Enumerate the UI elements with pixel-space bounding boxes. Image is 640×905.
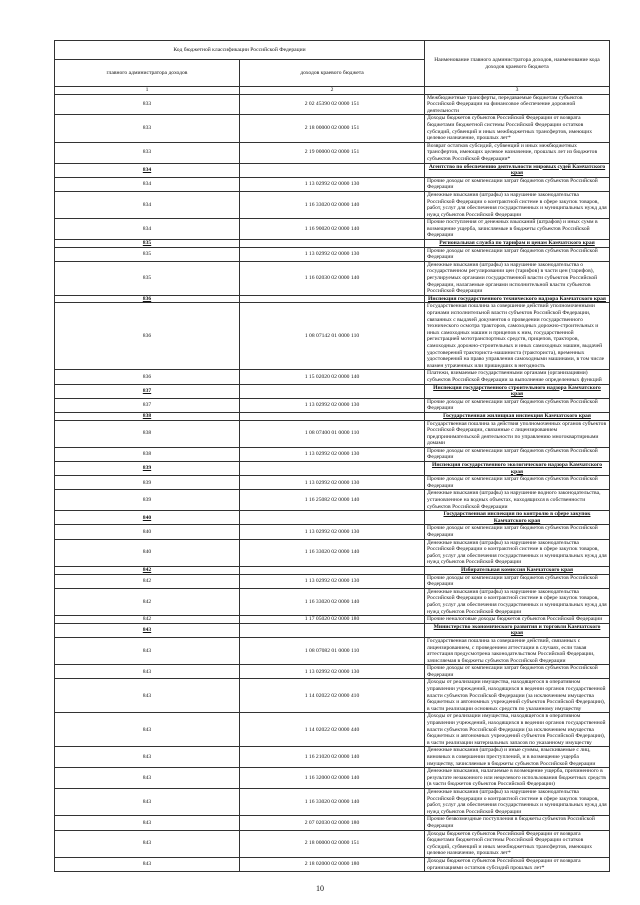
name-cell: Региональная служба по тарифам и ценам Камчатского края [425,240,610,248]
name-cell: Инспекция государственного экологического надзора Камчатского края [425,462,610,476]
income-code-cell: 2 18 00000 02 0000 151 [240,115,425,142]
section-header-row [55,295,610,303]
income-code-cell: 2 19 00000 02 0000 151 [240,142,425,163]
table-row [55,142,610,163]
income-code-cell [240,623,425,637]
table-row [55,420,610,447]
admin-code-cell: 839 [55,462,240,476]
table-row [55,679,610,713]
income-code-cell: 1 08 07142 01 0000 110 [240,303,425,370]
table-row [55,637,610,664]
income-code-cell: 1 13 02992 02 0000 130 [240,525,425,539]
name-cell: Прочие доходы от компенсации затрат бюджетов субъектов Российской Федерации [425,447,610,461]
income-code-cell [240,412,425,420]
name-cell: Инспекция государственного технического надзора Камчатского края [425,295,610,303]
admin-code-cell: 833 [55,115,240,142]
table-row [55,219,610,240]
name-cell: Денежные взыскания (штрафы) за нарушение водного законодательства, установленное на водных объектах, находящихся в собственности субъектов Российской Федерации [425,490,610,511]
admin-code-cell: 835 [55,247,240,261]
income-code-cell: 1 13 02992 02 0000 130 [240,177,425,191]
table-row [55,830,610,857]
section-header-row [55,623,610,637]
income-code-cell: 1 13 02992 02 0000 130 [240,398,425,412]
income-code-cell [240,163,425,177]
income-code-cell: 1 16 32000 02 0000 140 [240,768,425,789]
admin-code-cell: 836 [55,370,240,384]
name-cell: Платежи, взимаемые государственными органами (организациями) субъектов Российской Федерации за выполнение определенных функций [425,370,610,384]
table-row [55,115,610,142]
name-cell: Денежные взыскания (штрафы) и иные суммы, взыскиваемые с лиц, виновных в совершении преступлений, и в возмещение ущерба имуществу, зачисляемые в бюджеты субъектов Российской Федерации [425,747,610,768]
table-row [55,747,610,768]
name-cell: Прочие доходы от компенсации затрат бюджетов субъектов Российской Федерации [425,247,610,261]
income-code-cell [240,462,425,476]
admin-code-cell: 843 [55,830,240,857]
table-row [55,247,610,261]
income-code-cell: 1 13 02992 02 0000 130 [240,476,425,490]
admin-code-cell: 836 [55,303,240,370]
name-cell: Денежные взыскания (штрафы) за нарушение законодательства Российской Федерации о контрактной системе в сфере закупок товаров, работ, услуг для обеспечения государственных и муниципальных нужд для нужд субъектов Российской Федерации [425,788,610,815]
table-row [55,525,610,539]
name-cell: Избирательная комиссия Камчатского края [425,566,610,574]
section-header-row [55,566,610,574]
income-code-cell: 1 15 02020 02 0000 140 [240,370,425,384]
table-row [55,177,610,191]
admin-code-cell: 843 [55,816,240,830]
table-row [55,447,610,461]
page-number: 10 [316,884,324,893]
section-header-row [55,384,610,398]
name-cell: Государственная инспекция по контролю в сфере закупок Камчатского края [425,511,610,525]
admin-code-cell: 842 [55,574,240,588]
table-row [55,539,610,566]
name-cell: Возврат остатков субсидий, субвенций и иных межбюджетных трансфертов, имеющих целевое назначение, прошлых лет из бюджетов субъектов Российской Федерации* [425,142,610,163]
income-code-cell: 1 08 07400 01 0000 110 [240,420,425,447]
income-code-cell [240,295,425,303]
section-header-row [55,511,610,525]
name-cell: Прочие доходы от компенсации затрат бюджетов субъектов Российской Федерации [425,177,610,191]
admin-code-cell: 835 [55,240,240,248]
table-row [55,857,610,871]
admin-code-cell: 838 [55,412,240,420]
header-name-cell: Наименование главного администратора доходов, наименование кода доходов краевого бюджета [425,41,610,87]
name-cell: Прочие доходы от компенсации затрат бюджетов субъектов Российской Федерации [425,398,610,412]
income-code-cell [240,384,425,398]
header-num-2: 2 [240,87,425,95]
income-code-cell [240,511,425,525]
admin-code-cell: 834 [55,219,240,240]
income-code-cell: 1 08 07082 01 0000 110 [240,637,425,664]
income-code-cell: 1 14 02022 02 0000 410 [240,679,425,713]
admin-code-cell: 838 [55,447,240,461]
income-code-cell: 1 16 25082 02 0000 140 [240,490,425,511]
name-cell: Прочие доходы от компенсации затрат бюджетов субъектов Российской Федерации [425,525,610,539]
name-cell: Доходы бюджетов субъектов Российской Федерации от возврата бюджетами бюджетной системы Российской Федерации остатков субсидий, субвенций и иных межбюджетных трансфертов, имеющих целевое назначение, прошлых лет* [425,115,610,142]
admin-code-cell: 843 [55,768,240,789]
name-cell: Прочие доходы от компенсации затрат бюджетов субъектов Российской Федерации [425,574,610,588]
income-code-cell: 1 17 05020 02 0000 180 [240,616,425,624]
table-row [55,788,610,815]
name-cell: Прочие безвозмездные поступления в бюджеты субъектов Российской Федерации [425,816,610,830]
income-code-cell: 2 07 02030 02 0000 180 [240,816,425,830]
name-cell: Прочие поступления от денежных взысканий (штрафов) и иных сумм в возмещение ущерба, зачисляемые в бюджеты субъектов Российской Федерации [425,219,610,240]
header-group-cell: Код бюджетной классификации Российской Федерации [55,41,425,60]
income-code-cell: 1 16 90020 02 0000 140 [240,219,425,240]
admin-code-cell: 842 [55,616,240,624]
section-header-row [55,462,610,476]
name-cell: Государственная жилищная инспекция Камчатского края [425,412,610,420]
name-cell: Доходы от реализации имущества, находящегося в оперативном управлении учреждений, находящихся в ведении органов государственной власти субъектов Российской Федерации (за исключением имущества бюджетных и автономных учреждений субъектов Российской Федерации), в части реализации основных средств по указанному имуществу [425,679,610,713]
admin-code-cell: 842 [55,566,240,574]
header-admin-cell: главного администратора доходов [55,60,240,87]
income-code-cell [240,240,425,248]
table-row [55,398,610,412]
admin-code-cell: 834 [55,163,240,177]
income-code-cell: 1 16 33020 02 0000 140 [240,588,425,615]
name-cell: Прочие неналоговые доходы бюджетов субъектов Российской Федерации [425,616,610,624]
table-row [55,303,610,370]
name-cell: Денежные взыскания (штрафы) за нарушение законодательства Российской Федерации о контрактной системе в сфере закупок товаров, работ, услуг для обеспечения государственных и муниципальных нужд для нужд субъектов Российской Федерации [425,539,610,566]
income-code-cell: 1 16 33020 02 0000 140 [240,788,425,815]
admin-code-cell: 837 [55,398,240,412]
header-income-cell: доходов краевого бюджета [240,60,425,87]
revenue-codes-table [54,40,610,872]
admin-code-cell: 843 [55,679,240,713]
table-row [55,94,610,115]
name-cell: Денежные взыскания (штрафы) за нарушение законодательства Российской Федерации о контрактной системе в сфере закупок товаров, работ, услуг для обеспечения государственных и муниципальных нужд для нужд субъектов Российской Федерации [425,588,610,615]
income-code-cell: 1 16 02030 02 0000 140 [240,261,425,295]
name-cell: Государственная пошлина за действия уполномоченных органов субъектов Российской Федерации, связанные с лицензированием предпринимательской деятельности по управлению многоквартирными домами [425,420,610,447]
admin-code-cell: 843 [55,713,240,747]
income-code-cell: 1 14 02022 02 0000 440 [240,713,425,747]
admin-code-cell: 843 [55,857,240,871]
table-row [55,816,610,830]
admin-code-cell: 834 [55,191,240,218]
table-row [55,261,610,295]
admin-code-cell: 836 [55,295,240,303]
name-cell: Инспекция государственного строительного надзора Камчатского края [425,384,610,398]
income-code-cell: 1 16 33020 02 0000 140 [240,191,425,218]
income-code-cell [240,566,425,574]
table-body [55,94,610,872]
admin-code-cell: 839 [55,490,240,511]
table-row [55,370,610,384]
income-code-cell: 1 13 02992 02 0000 130 [240,574,425,588]
table-row [55,588,610,615]
table-row [55,476,610,490]
name-cell: Государственная пошлина за совершение действий уполномоченными органами исполнительной власти субъектов Российской Федерации, связанных с выдачей документов о проведении государственного технического осмотра тракторов, самоходных дорожно-строительных и иных самоходных машин и прицепов к ним, государственной регистрацией мототранспортных средств, прицепов, тракторов, самоходных дорожно-строительных и иных самоходных машин, выдачей удостоверений тракториста-машиниста (тракториста), временных удостоверений на право управления самоходными машинами, в том числе взамен утраченных или пришедших в негодность [425,303,610,370]
header-num-3: 3 [425,87,610,95]
header-num-1: 1 [55,87,240,95]
admin-code-cell: 842 [55,588,240,615]
table-row [55,768,610,789]
name-cell: Денежные взыскания (штрафы) за нарушение законодательства о государственном регулировании цен (тарифов) в части цен (тарифов), регулируемых органами государственной власти субъектов Российской Федерации, налагаемые органами исполнительной власти субъектов Российской Федерации [425,261,610,295]
admin-code-cell: 843 [55,788,240,815]
name-cell: Денежные взыскания (штрафы) за нарушение законодательства Российской Федерации о контрактной системе в сфере закупок товаров, работ, услуг для обеспечения государственных и муниципальных нужд для нужд субъектов Российской Федерации [425,191,610,218]
table-row [55,191,610,218]
name-cell: Агентство по обеспечению деятельности мировых судей Камчатского края [425,163,610,177]
name-cell: Министерство экономического развития и торговли Камчатского края [425,623,610,637]
table-row [55,616,610,624]
name-cell: Доходы бюджетов субъектов Российской Федерации от возврата организациями остатков субсидий прошлых лет* [425,857,610,871]
admin-code-cell: 833 [55,142,240,163]
admin-code-cell: 840 [55,539,240,566]
table-row [55,574,610,588]
income-code-cell: 2 02 45390 02 0000 151 [240,94,425,115]
admin-code-cell: 834 [55,177,240,191]
table-row [55,713,610,747]
table-row [55,665,610,679]
section-header-row [55,163,610,177]
income-code-cell: 2 18 02000 02 0000 180 [240,857,425,871]
name-cell: Межбюджетные трансферты, передаваемые бюджетам субъектов Российской Федерации на финансовое обеспечение дорожной деятельности [425,94,610,115]
income-code-cell: 2 18 00000 02 0000 151 [240,830,425,857]
name-cell: Прочие доходы от компенсации затрат бюджетов субъектов Российской Федерации [425,476,610,490]
income-code-cell: 1 13 02992 02 0000 130 [240,447,425,461]
admin-code-cell: 843 [55,637,240,664]
admin-code-cell: 840 [55,525,240,539]
name-cell: Государственная пошлина за совершение действий, связанных с лицензированием, с проведением аттестации в случаях, если такая аттестация предусмотрена законодательством Российской Федерации, зачисляемая в бюджеты субъектов Российской Федерации [425,637,610,664]
name-cell: Доходы бюджетов субъектов Российской Федерации от возврата бюджетами бюджетной системы Российской Федерации остатков субсидий, субвенций и иных межбюджетных трансфертов, имеющих целевое назначение, прошлых лет* [425,830,610,857]
name-cell: Денежные взыскания, налагаемые в возмещение ущерба, причиненного в результате незаконного или нецелевого использования бюджетных средств (в части бюджетов субъектов Российской Федерации) [425,768,610,789]
income-code-cell: 1 16 33020 02 0000 140 [240,539,425,566]
admin-code-cell: 843 [55,747,240,768]
table-row [55,490,610,511]
income-code-cell: 1 16 21020 02 0000 140 [240,747,425,768]
admin-code-cell: 843 [55,665,240,679]
admin-code-cell: 835 [55,261,240,295]
admin-code-cell: 838 [55,420,240,447]
admin-code-cell: 837 [55,384,240,398]
admin-code-cell: 839 [55,476,240,490]
income-code-cell: 1 13 02992 02 0000 130 [240,665,425,679]
name-cell: Доходы от реализации имущества, находящегося в оперативном управлении учреждений, находящихся в ведении органов государственной власти субъектов Российской Федерации (за исключением имущества бюджетных и автономных учреждений субъектов Российской Федерации), в части реализации материальных запасов по указанному имуществу [425,713,610,747]
section-header-row [55,240,610,248]
admin-code-cell: 840 [55,511,240,525]
admin-code-cell: 833 [55,94,240,115]
admin-code-cell: 843 [55,623,240,637]
section-header-row [55,412,610,420]
income-code-cell: 1 13 02992 02 0000 130 [240,247,425,261]
name-cell: Прочие доходы от компенсации затрат бюджетов субъектов Российской Федерации [425,665,610,679]
